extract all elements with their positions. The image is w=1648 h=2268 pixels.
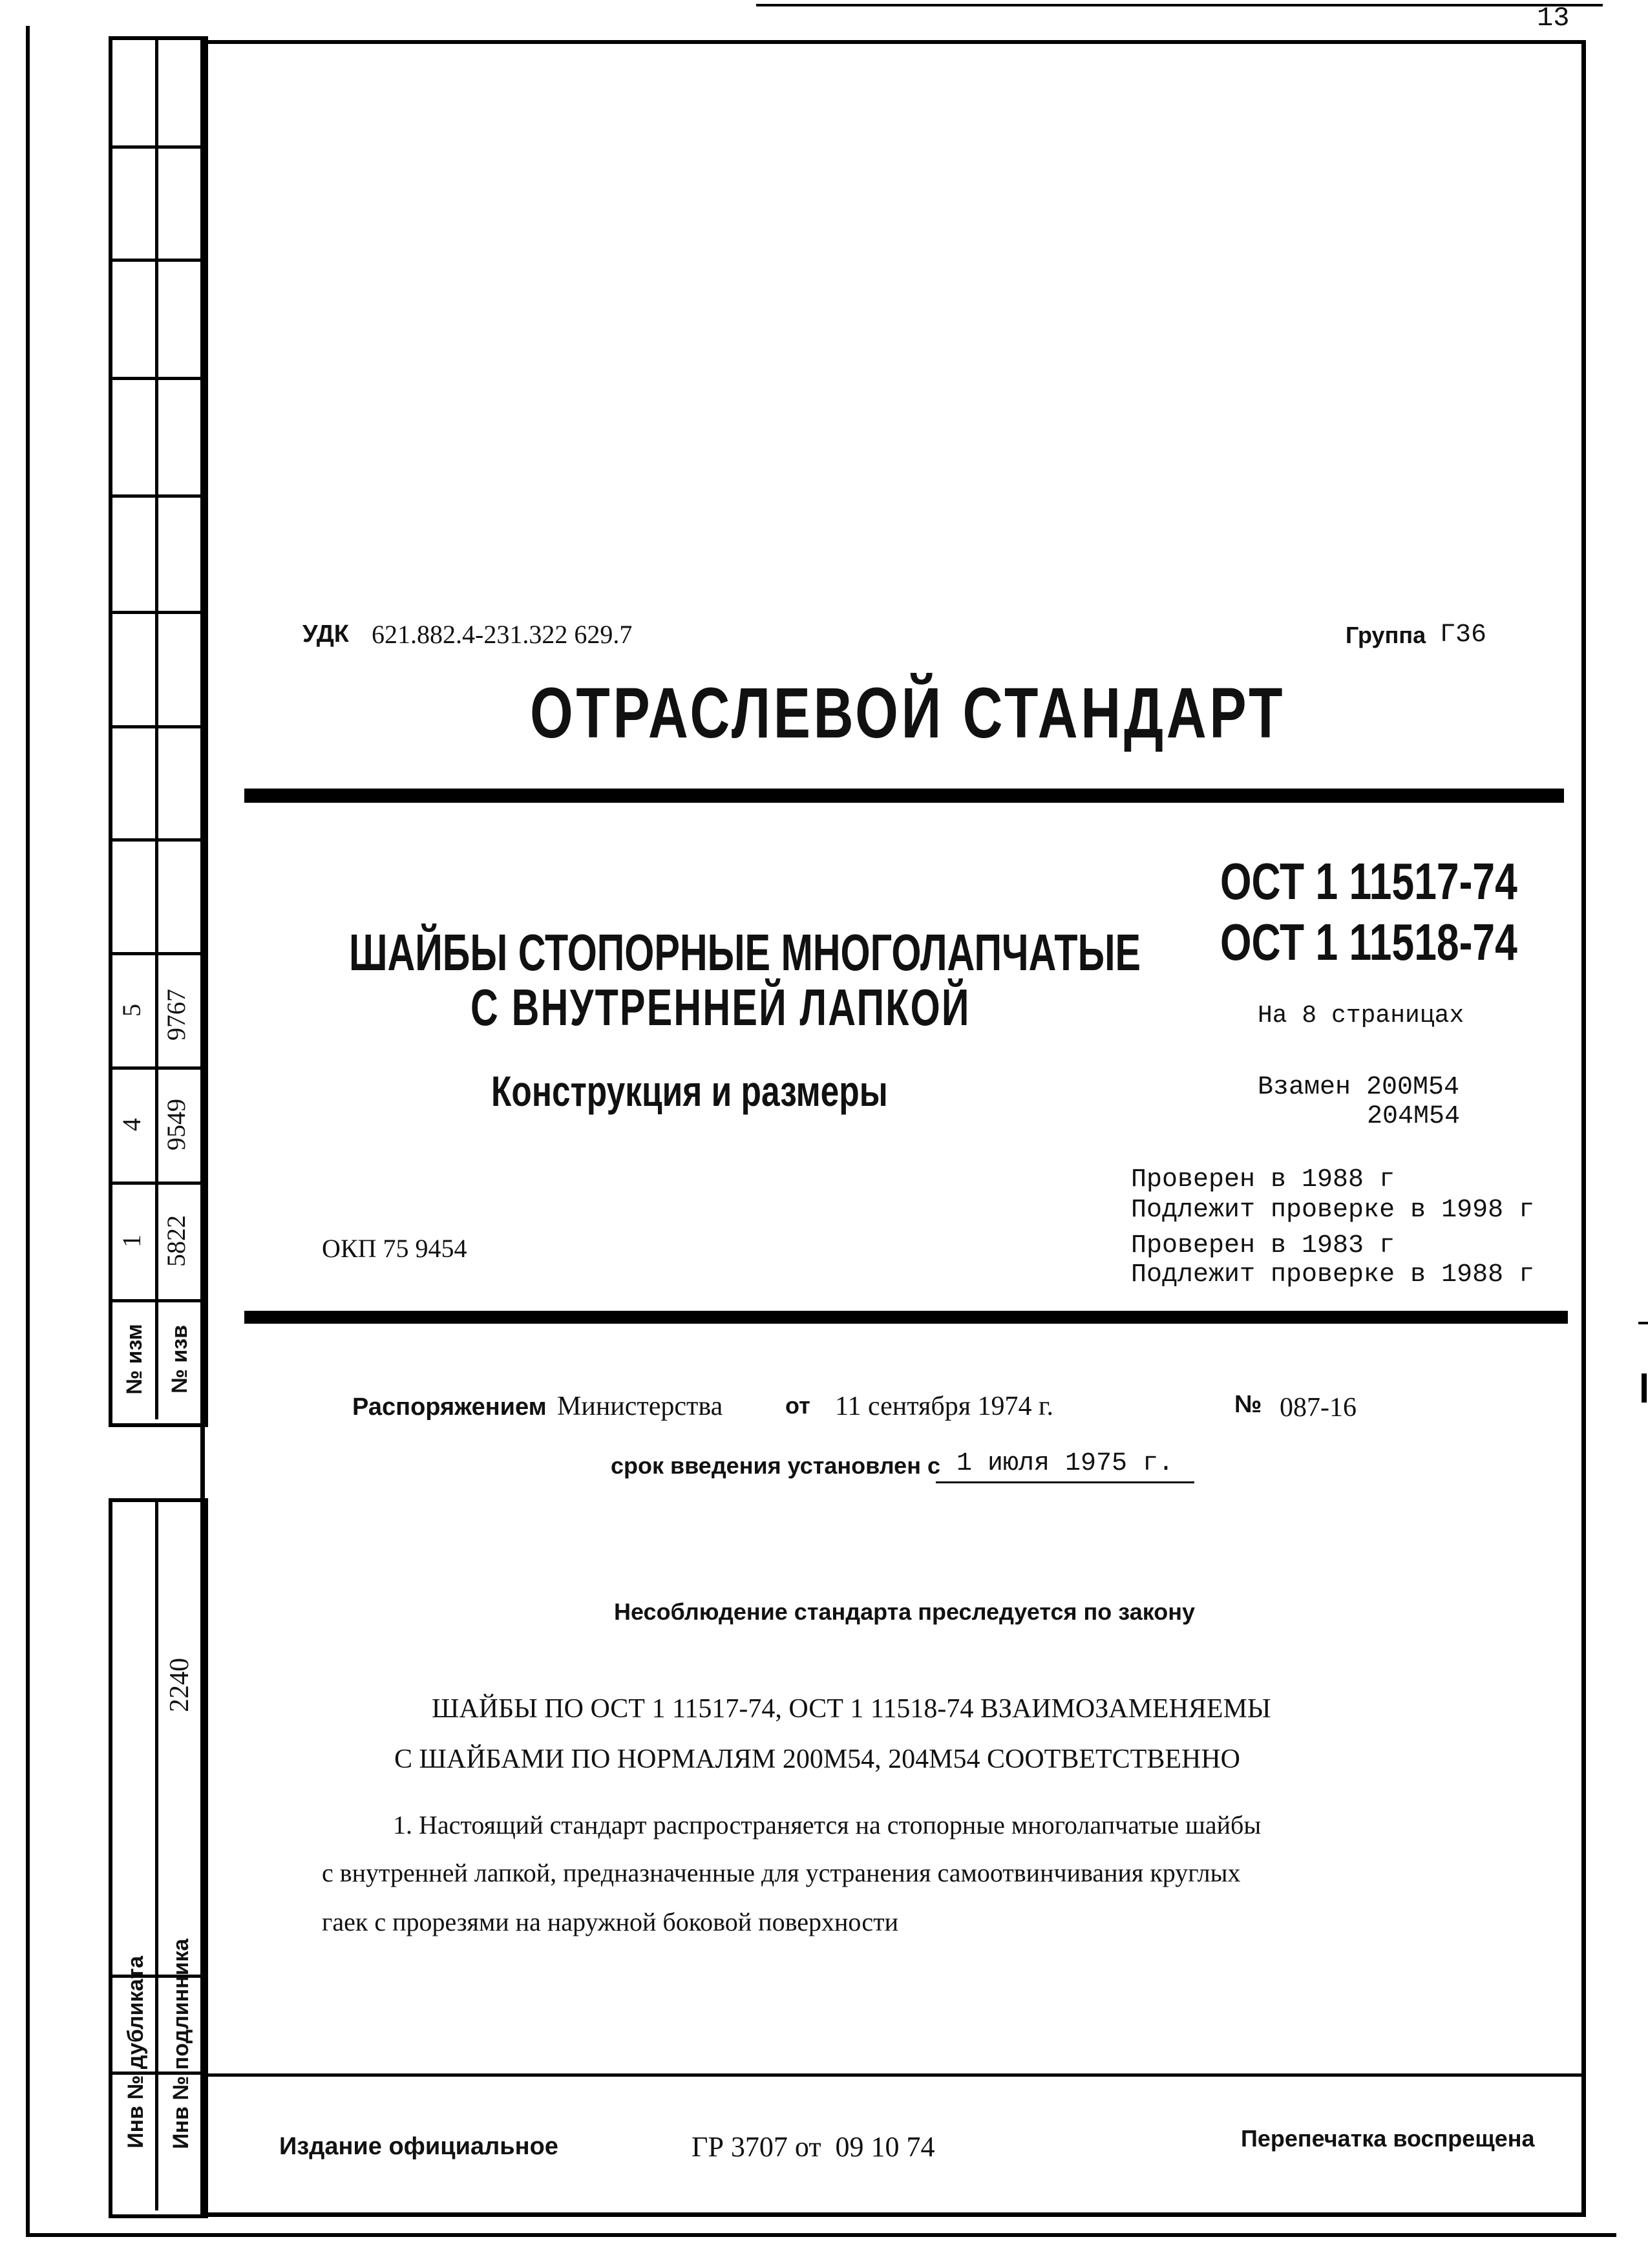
reprint-notice: Перепечатка воспрещена bbox=[1241, 2125, 1535, 2152]
law-notice: Несоблюдение стандарта преследуется по закону bbox=[614, 1598, 1196, 1625]
inventory-original-label: Инв № подлинника bbox=[169, 1938, 193, 2149]
intro-date: 1 июля 1975 г. bbox=[956, 1449, 1174, 1478]
footer-separator bbox=[200, 2073, 1583, 2077]
standard-code-1: ОСТ 1 11517-74 bbox=[1220, 853, 1517, 910]
group-label: Группа bbox=[1346, 622, 1426, 648]
check-line-3: Проверен в 1983 г bbox=[1131, 1231, 1395, 1260]
paragraph-1-line1: 1. Настоящий стандарт распространяется на стопорные многолапчатые шайбы bbox=[393, 1810, 1262, 1839]
notice-label: № изв bbox=[167, 1324, 192, 1394]
page-number: 13 bbox=[1537, 3, 1570, 34]
change-label: № изм bbox=[122, 1324, 147, 1395]
change-number-5: 5 bbox=[117, 1004, 146, 1017]
standard-name-line1: ШАЙБЫ СТОПОРНЫЕ МНОГОЛАПЧАТЫЕ bbox=[349, 924, 1141, 981]
paragraph-1-line2: с внутренней лапкой, предназначенные для устранения самоотвинчивания круглых bbox=[322, 1858, 1241, 1887]
intro-date-underline bbox=[936, 1481, 1194, 1483]
paragraph-1-line3: гаек с прорезями на наружной боковой поверхности bbox=[322, 1907, 899, 1936]
ministry-label: Министерства bbox=[557, 1392, 723, 1421]
change-number-1: 1 bbox=[117, 1235, 146, 1247]
group-value: Г36 bbox=[1440, 620, 1487, 650]
gr-registration: ГР 3707 от 09 10 74 bbox=[692, 2131, 935, 2163]
standard-rule bbox=[244, 1311, 1568, 1324]
order-number-label: № bbox=[1234, 1391, 1262, 1418]
interchange-line2: С ШАЙБАМИ ПО НОРМАЛЯМ 200М54, 204М54 СООТВЕТСТВЕННО bbox=[394, 1744, 1240, 1774]
document-title: ОТРАСЛЕВОЙ СТАНДАРТ bbox=[530, 673, 1286, 753]
order-from-label: от bbox=[785, 1392, 810, 1419]
side-row-line bbox=[109, 952, 204, 955]
edition-label: Издание официальное bbox=[279, 2133, 558, 2160]
intro-label: срок введения установлен с bbox=[611, 1452, 940, 1479]
side-row-line bbox=[109, 1066, 204, 1070]
title-rule bbox=[244, 789, 1564, 803]
inventory-number: 2240 bbox=[165, 1658, 195, 1712]
side-row-line bbox=[109, 611, 204, 614]
inventory-divider bbox=[155, 1498, 158, 2210]
check-line-4: Подлежит проверке в 1988 г bbox=[1131, 1260, 1535, 1289]
pages-count: На 8 страницах bbox=[1258, 1002, 1464, 1030]
udk-label: УДК bbox=[302, 620, 349, 648]
standard-subtitle: Конструкция и размеры bbox=[491, 1067, 888, 1115]
udk-value: 621.882.4-231.322 629.7 bbox=[372, 620, 633, 649]
check-line-1: Проверен в 1988 г bbox=[1131, 1165, 1395, 1194]
order-label: Распоряжением bbox=[352, 1394, 547, 1421]
inventory-duplicate-label: Инв № дубликата bbox=[123, 1956, 148, 2148]
side-row-line bbox=[109, 494, 204, 498]
okp-code: ОКП 75 9454 bbox=[322, 1234, 467, 1263]
change-number-4: 4 bbox=[117, 1118, 146, 1131]
replaces-line2: 204М54 bbox=[1367, 1102, 1461, 1131]
side-row-line bbox=[109, 1182, 204, 1185]
order-date: 11 сентября 1974 г. bbox=[835, 1392, 1054, 1421]
side-row-line bbox=[109, 725, 204, 728]
margin-tick bbox=[1638, 1322, 1648, 1324]
notice-number-9549: 9549 bbox=[162, 1099, 191, 1150]
interchange-line1: ШАЙБЫ ПО ОСТ 1 11517-74, ОСТ 1 11518-74 ВЗАИМОЗАМЕНЯЕМЫ bbox=[432, 1694, 1271, 1724]
side-row-line bbox=[109, 145, 204, 149]
side-row-line bbox=[109, 1299, 204, 1302]
standard-name-line2: С ВНУТРЕННЕЙ ЛАПКОЙ bbox=[470, 979, 971, 1036]
notice-number-9767: 9767 bbox=[162, 989, 191, 1041]
check-line-2: Подлежит проверке в 1998 г bbox=[1131, 1196, 1535, 1225]
side-row-line bbox=[109, 838, 204, 842]
margin-tick bbox=[1642, 1373, 1647, 1403]
standard-code-2: ОСТ 1 11518-74 bbox=[1220, 913, 1517, 971]
replaces-line1: Взамен 200М54 bbox=[1258, 1073, 1460, 1102]
order-number: 087-16 bbox=[1280, 1393, 1357, 1423]
top-edge-line bbox=[756, 4, 1603, 6]
side-row-line bbox=[109, 377, 204, 380]
side-row-line bbox=[109, 259, 204, 262]
notice-number-5822: 5822 bbox=[162, 1215, 191, 1267]
